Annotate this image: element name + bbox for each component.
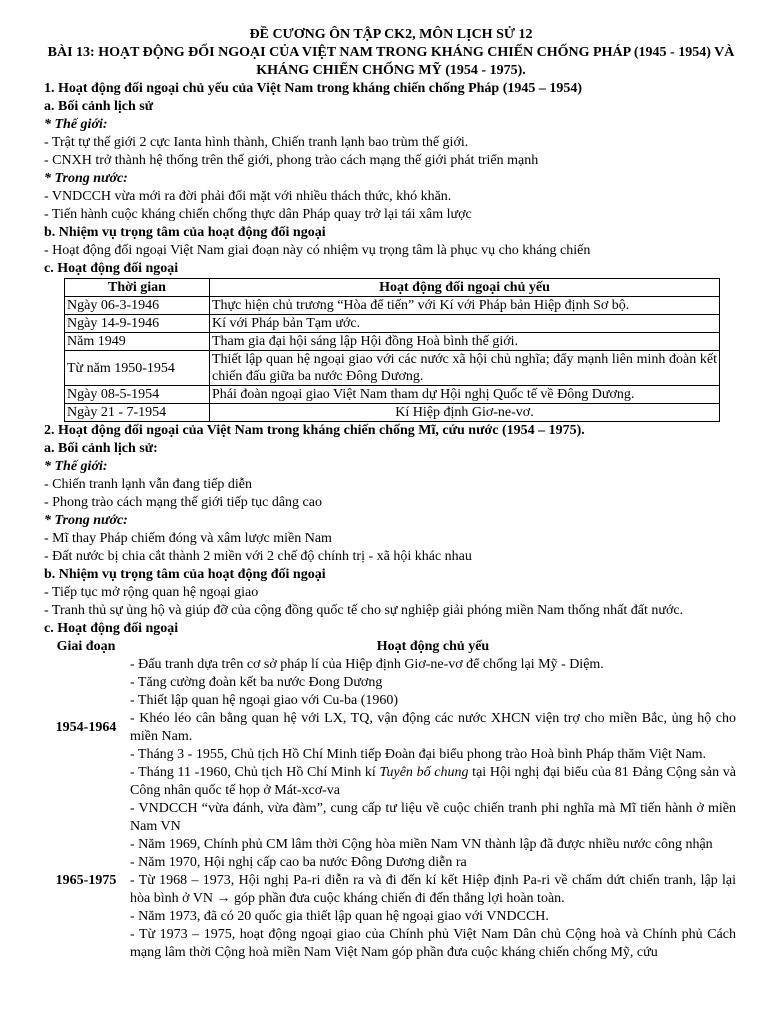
domestic-label: * Trong nước: <box>44 171 128 186</box>
activity-cell: Thiết lập quan hệ ngoại giao với các nước xã hội chủ nghĩa; đẩy mạnh liên minh đoàn kết chiến đấu giữa ba nước Đông Dương. <box>210 351 720 386</box>
table-row <box>65 351 720 386</box>
table-row <box>44 800 738 962</box>
document-title <box>44 26 738 80</box>
section-2b-heading: b. Nhiệm vụ trọng tâm của hoạt động đối ngoại <box>44 567 326 582</box>
activity-text: tại Hội nghị đại biểu của 81 Đảng Cộng sản và Công nhân quốc tế họp ở Mát-xcơ-va <box>130 765 736 798</box>
world-label: * Thế giới: <box>44 459 108 474</box>
activity-cell: Thực hiện chủ trương “Hòa để tiến” với Kí với Pháp bản Hiệp định Sơ bộ. <box>210 297 720 315</box>
world-item: - Chiến tranh lạnh vẫn đang tiếp diễn <box>44 477 252 492</box>
activity-item: - VNDCCH “vừa đánh, vừa đàm”, cung cấp tư liệu về cuộc chiến tranh phi nghĩa mà Mĩ tiến hành ở miền Nam VN <box>130 801 736 834</box>
section-1a-heading: a. Bối cảnh lịch sử <box>44 99 154 114</box>
section-2 <box>44 422 738 962</box>
task-item: - Tiếp tục mở rộng quan hệ ngoại giao <box>44 585 259 600</box>
world-item: - Phong trào cách mạng thế giới tiếp tục dâng cao <box>44 495 322 510</box>
table-header-row <box>65 279 720 297</box>
activity-text: - Tháng 11 -1960, Chủ tịch Hồ Chí Minh kí <box>130 765 380 780</box>
section-1b-text: - Hoạt động đối ngoại Việt Nam giai đoạn này có nhiệm vụ trọng tâm là phục vụ cho kháng chiến <box>44 243 591 258</box>
domestic-item: - Mĩ thay Pháp chiếm đóng và xâm lược miền Nam <box>44 531 332 546</box>
activity-item: - Tăng cường đoàn kết ba nước Đong Dương <box>130 675 383 690</box>
title-line-1: ĐỀ CƯƠNG ÔN TẬP CK2, MÔN LỊCH SỬ 12 <box>249 27 533 42</box>
activity-emphasis: Tuyên bố chung <box>379 765 469 780</box>
title-line-2: BÀI 13: HOẠT ĐỘNG ĐỐI NGOẠI CỦA VIỆT NAM TRONG KHÁNG CHIẾN CHỐNG PHÁP (1945 - 1954) VÀ KHÁNG CHIẾN CHỐNG MỸ (1954 - 1975). <box>47 45 735 78</box>
activity-item: - Từ 1968 – 1973, Hội nghị Pa-ri diễn ra và đi đến kí kết Hiệp định Pa-ri về chấm dứt chiến tranh, lập lại hòa bình ở VN → góp phần đưa cuộc kháng chiến đi đến thắng lợi hoàn toàn. <box>130 873 736 906</box>
section-1-heading: 1. Hoạt động đối ngoại chủ yếu của Việt Nam trong kháng chiến chống Pháp (1945 – 1954) <box>44 81 583 96</box>
activity-item: - Năm 1969, Chính phủ CM lâm thời Cộng hòa miền Nam VN thành lập đã được nhiều nước công nhận <box>130 837 713 852</box>
activity-cell: Kí Hiệp định Giơ-ne-vơ. <box>210 404 720 422</box>
activity-item <box>130 764 736 800</box>
time-cell: Năm 1949 <box>65 333 210 351</box>
activity-cell: Tham gia đại hội sáng lập Hội đồng Hoà bình thế giới. <box>210 333 720 351</box>
time-cell: Ngày 21 - 7-1954 <box>65 404 210 422</box>
domestic-label: * Trong nước: <box>44 513 128 528</box>
activities-cell <box>128 800 738 962</box>
domestic-item: - VNDCCH vừa mới ra đời phải đối mặt với nhiều thách thức, khó khăn. <box>44 189 452 204</box>
table-row <box>65 315 720 333</box>
table-row <box>65 404 720 422</box>
task-item: - Tranh thủ sự ủng hộ và giúp đỡ của cộng đồng quốc tế cho sự nghiệp giải phóng miền Nam thống nhất đất nước. <box>44 603 684 618</box>
section-2a-heading: a. Bối cảnh lịch sử: <box>44 441 158 456</box>
column-header-activity: Hoạt động đối ngoại chủ yếu <box>210 279 720 297</box>
column-header-period: Giai đoạn <box>56 639 116 654</box>
time-cell: Ngày 08-5-1954 <box>65 386 210 404</box>
domestic-item: - Tiến hành cuộc kháng chiến chống thực dân Pháp quay trở lại tái xâm lược <box>44 207 472 222</box>
activity-item: - Đấu tranh dựa trên cơ sở pháp lí của Hiệp định Giơ-ne-vơ để chống lại Mỹ - Diệm. <box>130 657 604 672</box>
world-item: - CNXH trở thành hệ thống trên thế giới, phong trào cách mạng thế giới phát triển mạnh <box>44 153 539 168</box>
section-2c-heading: c. Hoạt động đối ngoại <box>44 621 179 636</box>
table-row <box>65 386 720 404</box>
period-cell: 1965-1975 <box>55 873 117 888</box>
section-2-heading: 2. Hoạt động đối ngoại của Việt Nam trong kháng chiến chống Mĩ, cứu nước (1954 – 1975). <box>44 423 585 438</box>
world-item: - Trật tự thế giới 2 cực Ianta hình thành, Chiến tranh lạnh bao trùm thế giới. <box>44 135 469 150</box>
table-row <box>65 333 720 351</box>
activity-cell: Phái đoàn ngoại giao Việt Nam tham dự Hội nghị Quốc tế về Đông Dương. <box>210 386 720 404</box>
activity-item: - Tháng 3 - 1955, Chủ tịch Hồ Chí Minh tiếp Đoàn đại biểu phong trào Hoà bình Pháp thăm Việt Nam. <box>130 747 707 762</box>
activity-cell: Kí với Pháp bản Tạm ước. <box>210 315 720 333</box>
table-row <box>44 656 738 800</box>
period-cell: 1954-1964 <box>55 720 117 735</box>
table-header-row <box>44 638 738 656</box>
activities-table-1945-1954 <box>64 278 720 422</box>
section-1c-heading: c. Hoạt động đối ngoại <box>44 261 179 276</box>
section-1b-heading: b. Nhiệm vụ trọng tâm của hoạt động đối ngoại <box>44 225 326 240</box>
column-header-time: Thời gian <box>65 279 210 297</box>
activities-table-1954-1975 <box>44 638 738 962</box>
activity-item: - Từ 1973 – 1975, hoạt động ngoại giao của Chính phủ Việt Nam Dân chủ Cộng hoà và Chính phủ Cách mạng lâm thời Cộng hoà miền Nam Việt Nam góp phần đưa cuộc kháng chiến chống Mỹ, cứu <box>130 927 736 960</box>
section-1 <box>44 80 738 422</box>
domestic-item: - Đất nước bị chia cắt thành 2 miền với 2 chế độ chính trị - xã hội khác nhau <box>44 549 472 564</box>
activity-item: - Năm 1973, đã có 20 quốc gia thiết lập quan hệ ngoại giao với VNDCCH. <box>130 909 549 924</box>
column-header-activity: Hoạt động chủ yếu <box>376 639 490 654</box>
time-cell: Ngày 06-3-1946 <box>65 297 210 315</box>
time-cell: Ngày 14-9-1946 <box>65 315 210 333</box>
world-label: * Thế giới: <box>44 117 108 132</box>
activities-cell <box>128 656 738 800</box>
time-cell: Từ năm 1950-1954 <box>65 351 210 386</box>
activity-item: - Thiết lập quan hệ ngoại giao với Cu-ba (1960) <box>130 693 399 708</box>
activity-item: - Năm 1970, Hội nghị cấp cao ba nước Đông Dương diễn ra <box>130 855 467 870</box>
table-row <box>65 297 720 315</box>
activity-item: - Khéo léo cân bằng quan hệ với LX, TQ, vận động các nước XHCN viện trợ cho miền Bắc, ủng hộ cho miền Nam. <box>130 711 736 744</box>
